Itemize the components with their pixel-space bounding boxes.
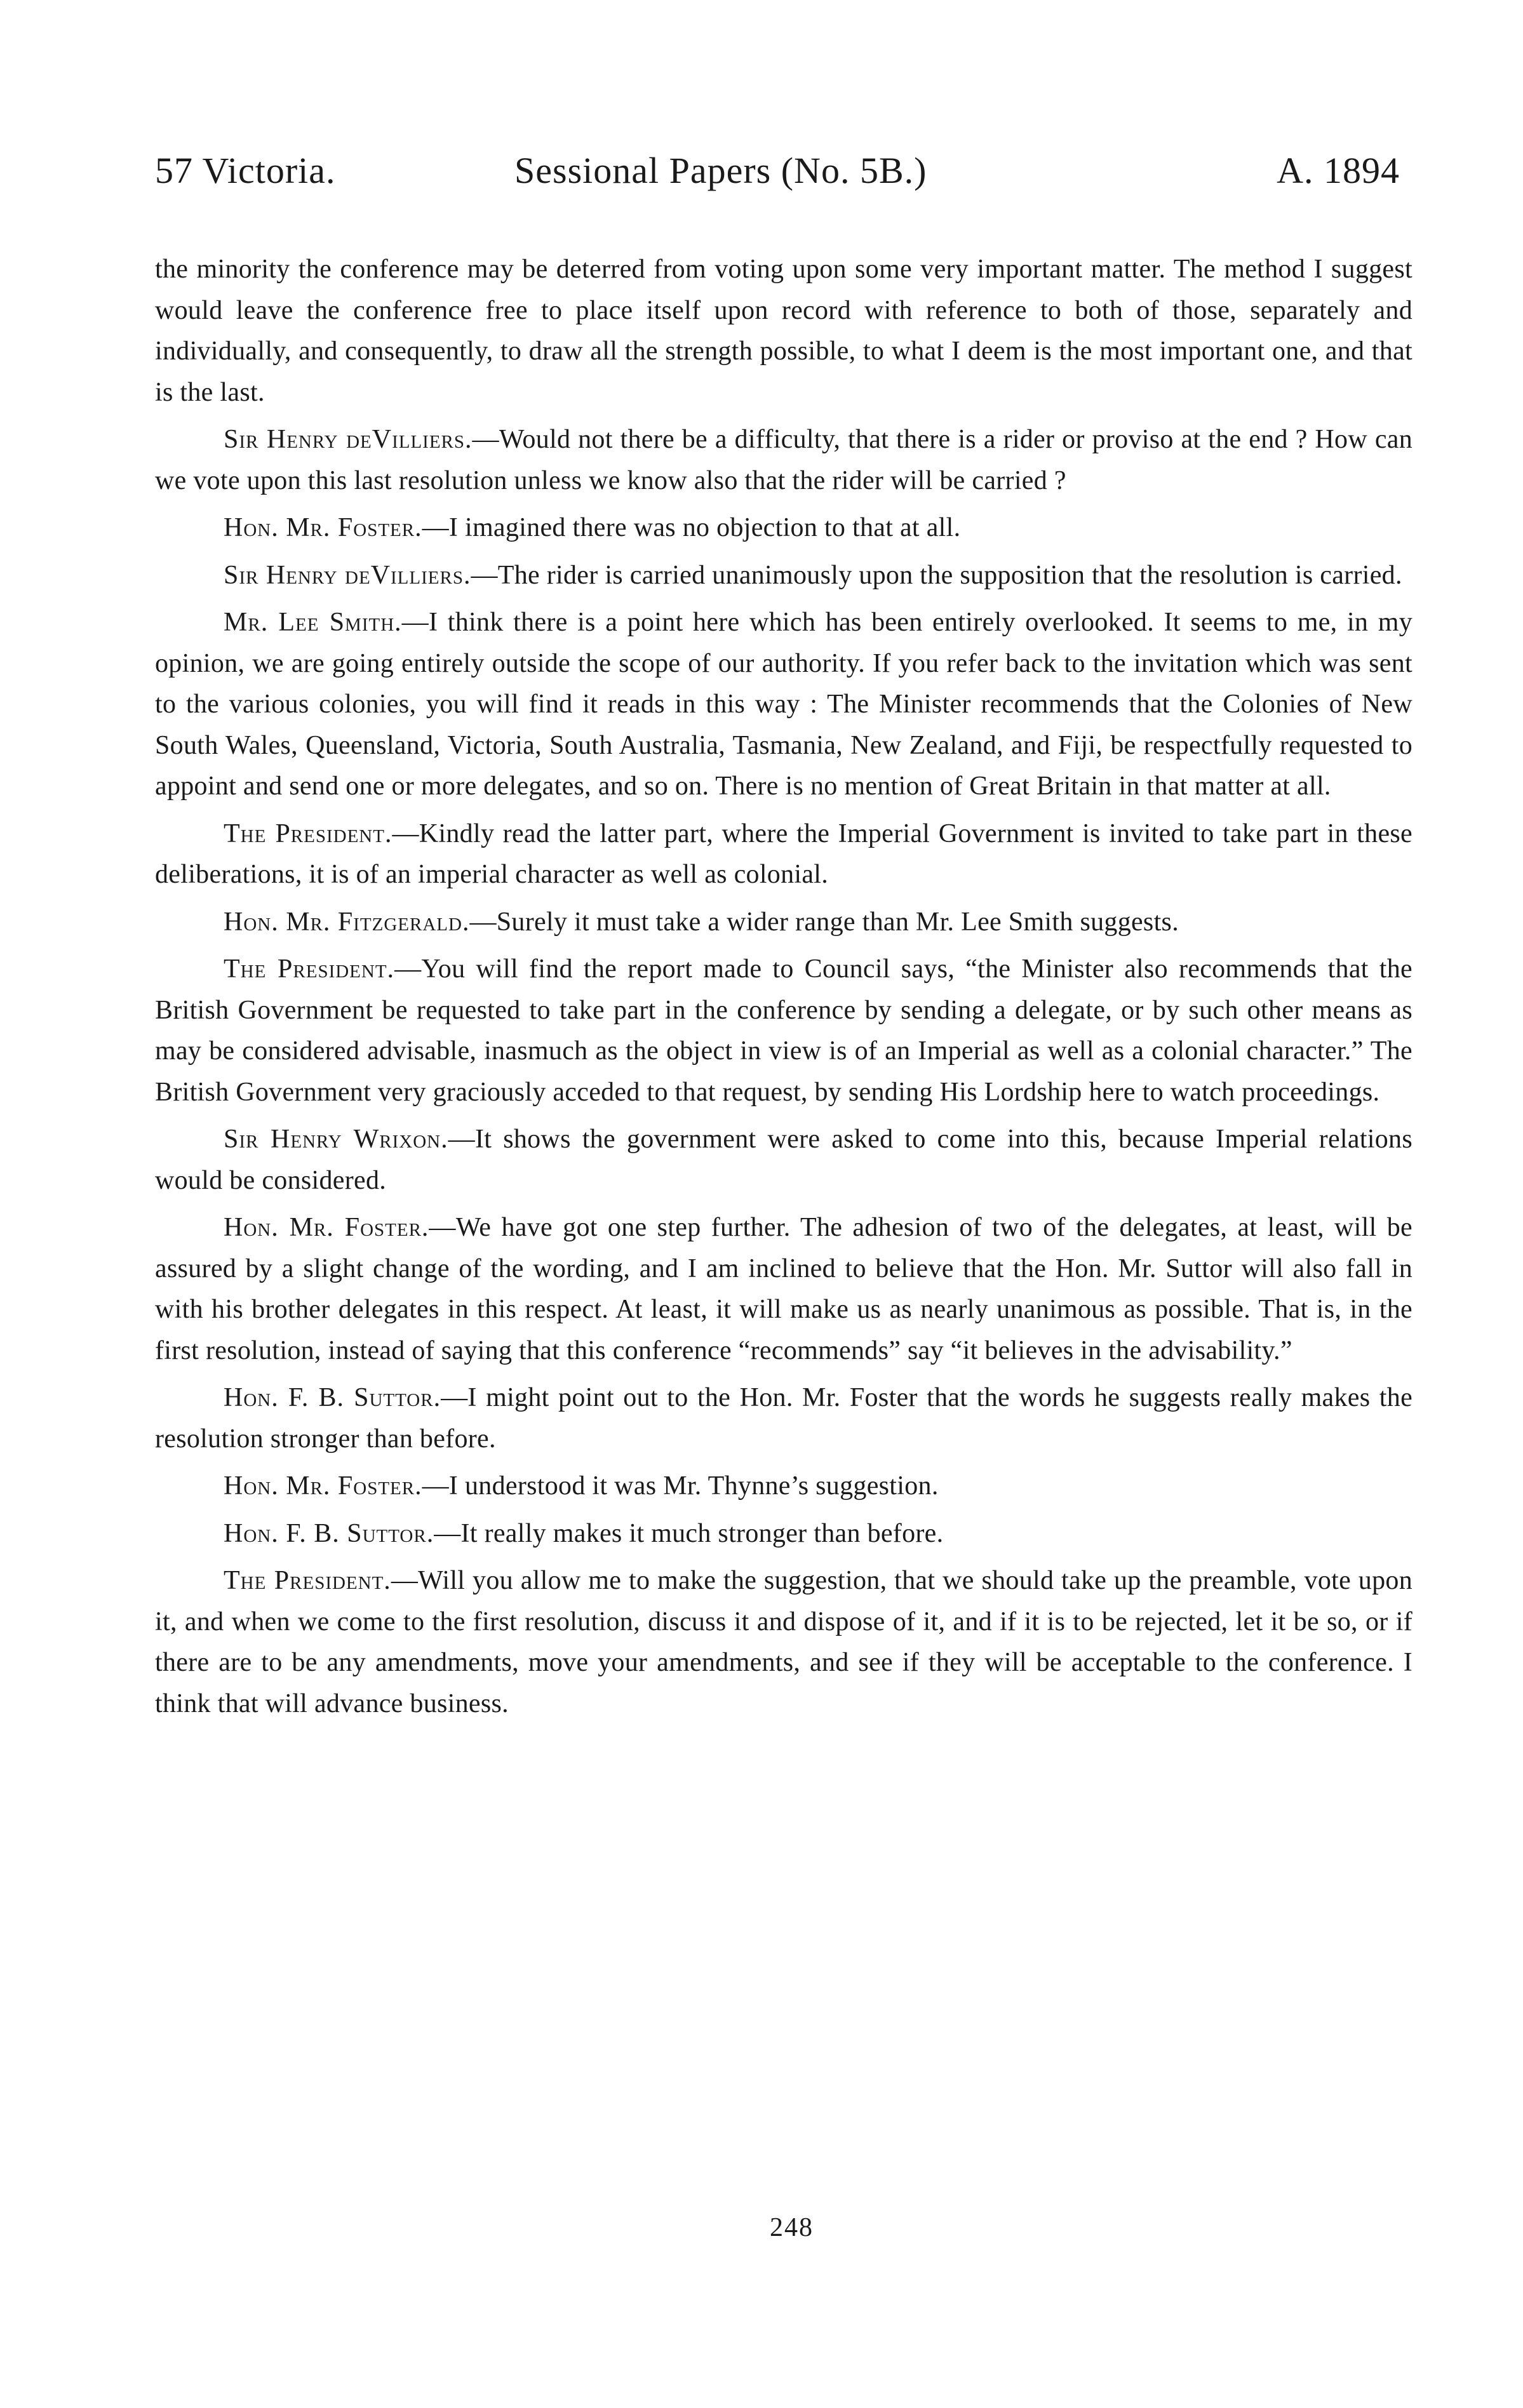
speaker-name: Sir Henry deVilliers. [224, 560, 471, 590]
paragraph-speech [155, 1513, 1412, 1555]
paragraph-text: —I imagined there was no objection to that at all. [422, 513, 961, 542]
paragraph-speech [155, 902, 1412, 943]
speaker-name: Hon. F. B. Suttor. [224, 1518, 434, 1548]
speaker-name: Hon. Mr. Fitzgerald. [224, 907, 470, 937]
paragraph-speech [155, 1377, 1412, 1459]
speaker-name: The President. [224, 819, 392, 848]
paragraph-text: —It shows the government were asked to come into this, because Imperial relations would be considered. [155, 1125, 1413, 1195]
speaker-name: Mr. Lee Smith. [224, 608, 402, 637]
speaker-name: Hon. Mr. Foster. [224, 1213, 429, 1242]
paragraph-speech [155, 419, 1412, 501]
paragraph-text: —Surely it must take a wider range than Mr. Lee Smith suggests. [469, 907, 1179, 937]
speaker-name: The President. [224, 1566, 391, 1595]
speaker-name: The President. [224, 954, 395, 984]
header-year: A. 1894 [1277, 150, 1400, 191]
paragraph-text: the minority the conference may be deterred from voting upon some very important matter. The method I suggest would leave the conference free to place itself upon record with reference to both of those, separately and individually, and consequently, to draw all the strength possible, to what I deem is the most important one, and that is the last. [155, 255, 1412, 407]
paragraph-text: —Will you allow me to make the suggestion, that we should take up the preamble, vote upon it, and when we come to the first resolution, discuss it and dispose of it, and if it is to be rejected, let it be so, or if there are to be any amendments, move your amendments, and see if they will be acceptable to the conference. I think that will advance business. [155, 1566, 1413, 1718]
paragraph-text: —The rider is carried unanimously upon the supposition that the resolution is carried. [471, 560, 1402, 590]
paragraph-text: —It really makes it much stronger than before. [434, 1518, 944, 1548]
paragraph-continuation [155, 249, 1412, 413]
paragraph-speech [155, 1466, 1412, 1507]
paragraph-speech [155, 813, 1412, 895]
paragraph-speech [155, 1560, 1412, 1724]
document-body [155, 249, 1412, 1724]
header-regnal-year: 57 Victoria. [155, 150, 336, 191]
speaker-name: Hon. Mr. Foster. [224, 513, 422, 542]
speaker-name: Hon. F. B. Suttor. [224, 1383, 441, 1412]
paragraph-text: —We have got one step further. The adhesion of two of the delegates, at least, will be assured by a slight change of the wording, and I am inclined to believe that the Hon. Mr. Suttor will also fall in with his brother delegates in this respect. At least, it will make us as nearly unanimous as possible. That is, in the first resolution, instead of saying that this conference “recommends” say “it believes in the advisability.” [155, 1213, 1412, 1365]
paragraph-speech [155, 602, 1412, 807]
speaker-name: Sir Henry Wrixon. [224, 1125, 448, 1154]
speaker-name: Sir Henry deVilliers. [224, 425, 473, 454]
running-head [155, 133, 1412, 203]
header-series-title: Sessional Papers (No. 5B.) [514, 150, 927, 191]
paragraph-speech [155, 1119, 1412, 1201]
paragraph-speech [155, 949, 1412, 1113]
page-number: 248 [770, 2213, 814, 2242]
paragraph-speech [155, 1207, 1412, 1371]
paragraph-speech [155, 555, 1412, 596]
paragraph-text: —Would not there be a difficulty, that there is a rider or proviso at the end ? How can we vote upon this last resolution unless we know also that the rider will be carried ? [155, 425, 1412, 495]
paragraph-text: —I might point out to the Hon. Mr. Foster that the words he suggests really makes the resolution stronger than before. [155, 1383, 1413, 1454]
speaker-name: Hon. Mr. Foster. [224, 1471, 422, 1501]
paragraph-text: —You will find the report made to Council says, “the Minister also recommends that the British Government be requested to take part in the conference by sending a delegate, or by such other means as may be considered advisable, inasmuch as the object in view is of an Imperial as well as a colonial character.” The British Government very graciously acceded to that request, by sending His Lordship here to watch proceedings. [155, 954, 1413, 1107]
document-page [155, 133, 1412, 1730]
paragraph-text: —I think there is a point here which has been entirely overlooked. It seems to me, in my opinion, we are going entirely outside the scope of our authority. If you refer back to the invitation which was sent to the various colonies, you will find it reads in this way : The Minister recommends that the Colonies of New South Wales, Queensland, Victoria, South Australia, Tasmania, New Zealand, and Fiji, be respectfully requested to appoint and send one or more delegates, and so on. There is no mention of Great Britain in that matter at all. [155, 608, 1412, 801]
paragraph-text: —Kindly read the latter part, where the Imperial Government is invited to take part in these deliberations, it is of an imperial character as well as colonial. [155, 819, 1412, 889]
paragraph-speech [155, 507, 1412, 549]
paragraph-text: —I understood it was Mr. Thynne’s suggestion. [422, 1471, 939, 1501]
